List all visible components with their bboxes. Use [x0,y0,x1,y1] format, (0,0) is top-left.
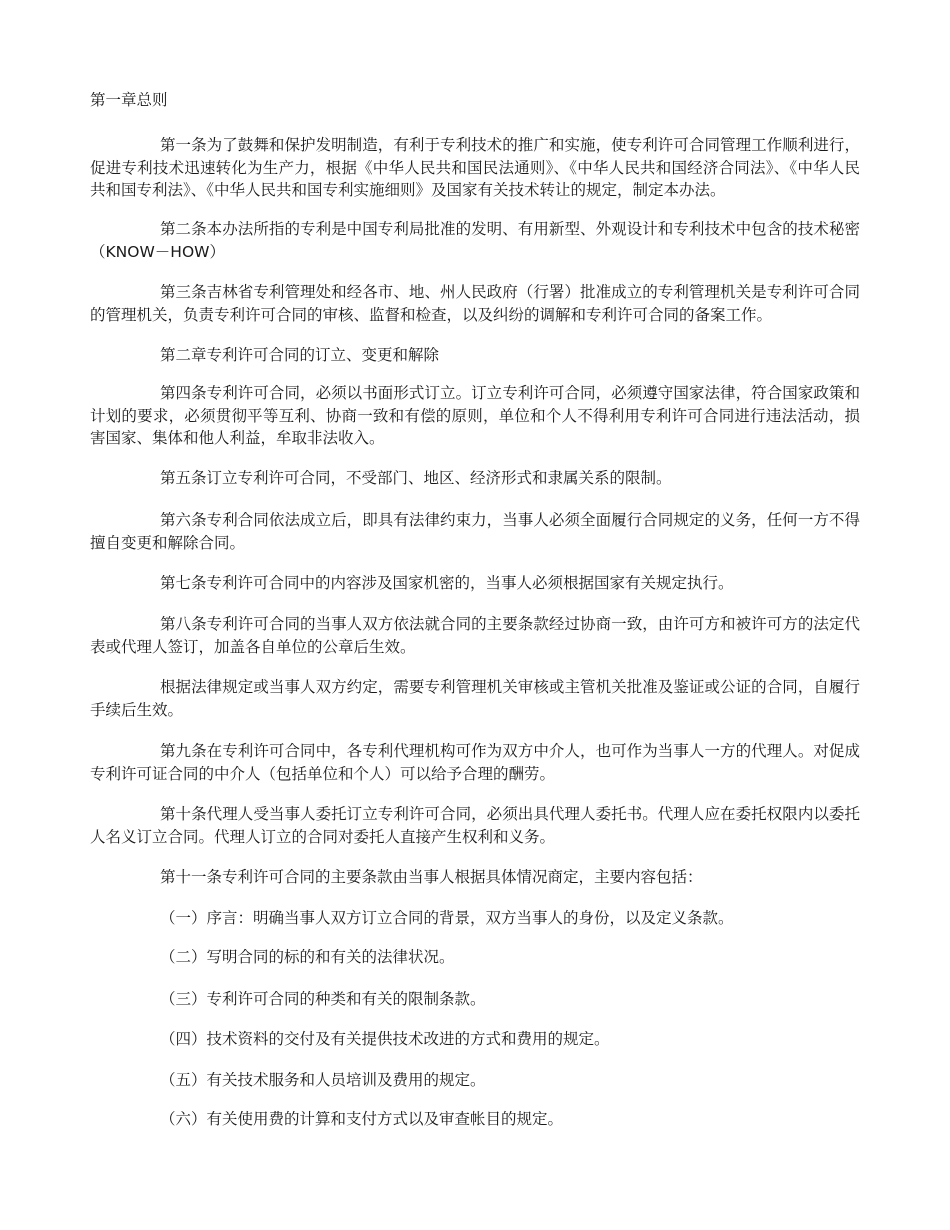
article-9: 第九条在专利许可合同中，各专利代理机构可作为双方中介人，也可作为当事人一方的代理人。对促成专利许可证合同的中介人（包括单位和个人）可以给予合理的酬劳。 [90,742,860,783]
list-item: （五）有关技术服务和人员培训及费用的规定。 [160,1071,486,1089]
article-4: 第四条专利许可合同，必须以书面形式订立。订立专利许可合同，必须遵守国家法律，符合国家政策和计划的要求，必须贯彻平等互利、协商一致和有偿的原则，单位和个人不得利用专利许可合同进行违法活动，损害国家、集体和他人利益，牟取非法收入。 [90,384,860,447]
chapter-1-heading: 第一章总则 [90,91,168,109]
article-2: 第二条本办法所指的专利是中国专利局批准的发明、有用新型、外观设计和专利技术中包含的技术秘密（KNOW－HOW） [90,220,860,261]
article-1: 第一条为了鼓舞和保护发明制造，有利于专利技术的推广和实施，使专利许可合同管理工作顺利进行，促进专利技术迅速转化为生产力，根据《中华人民共和国民法通则》、《中华人民共和国经济合同法》、《中华人民共和国专利法》、《中华人民共和国专利实施细则》及国家有关技术转让的规定，制定本办法。 [90,136,860,199]
article-6: 第六条专利合同依法成立后，即具有法律约束力，当事人必须全面履行合同规定的义务，任何一方不得擅自变更和解除合同。 [90,511,860,552]
list-item: （三）专利许可合同的种类和有关的限制条款。 [160,990,486,1008]
article-10: 第十条代理人受当事人委托订立专利许可合同，必须出具代理人委托书。代理人应在委托权限内以委托人名义订立合同。代理人订立的合同对委托人直接产生权利和义务。 [90,805,860,846]
list-item: （六）有关使用费的计算和支付方式以及审查帐目的规定。 [160,1110,564,1128]
article-5: 第五条订立专利许可合同，不受部门、地区、经济形式和隶属关系的限制。 [160,469,672,487]
list-item: （四）技术资料的交付及有关提供技术改进的方式和费用的规定。 [160,1030,610,1048]
list-item: （二）写明合同的标的和有关的法律状况。 [160,948,455,966]
article-7: 第七条专利许可合同中的内容涉及国家机密的，当事人必须根据国家有关规定执行。 [160,574,734,592]
chapter-2-heading: 第二章专利许可合同的订立、变更和解除 [160,346,440,364]
article-11: 第十一条专利许可合同的主要条款由当事人根据具体情况商定，主要内容包括： [160,868,703,886]
list-item: （一）序言：明确当事人双方订立合同的背景，双方当事人的身份，以及定义条款。 [160,909,734,927]
article-8: 第八条专利许可合同的当事人双方依法就合同的主要条款经过协商一致，由许可方和被许可方的法定代表或代理人签订，加盖各自单位的公章后生效。 [90,615,860,656]
article-3: 第三条吉林省专利管理处和经各市、地、州人民政府（行署）批准成立的专利管理机关是专利许可合同的管理机关，负责专利许可合同的审核、监督和检查，以及纠纷的调解和专利许可合同的备案工作。 [90,283,860,324]
article-8-continued: 根据法律规定或当事人双方约定，需要专利管理机关审核或主管机关批准及鉴证或公证的合同，自履行手续后生效。 [90,678,860,719]
